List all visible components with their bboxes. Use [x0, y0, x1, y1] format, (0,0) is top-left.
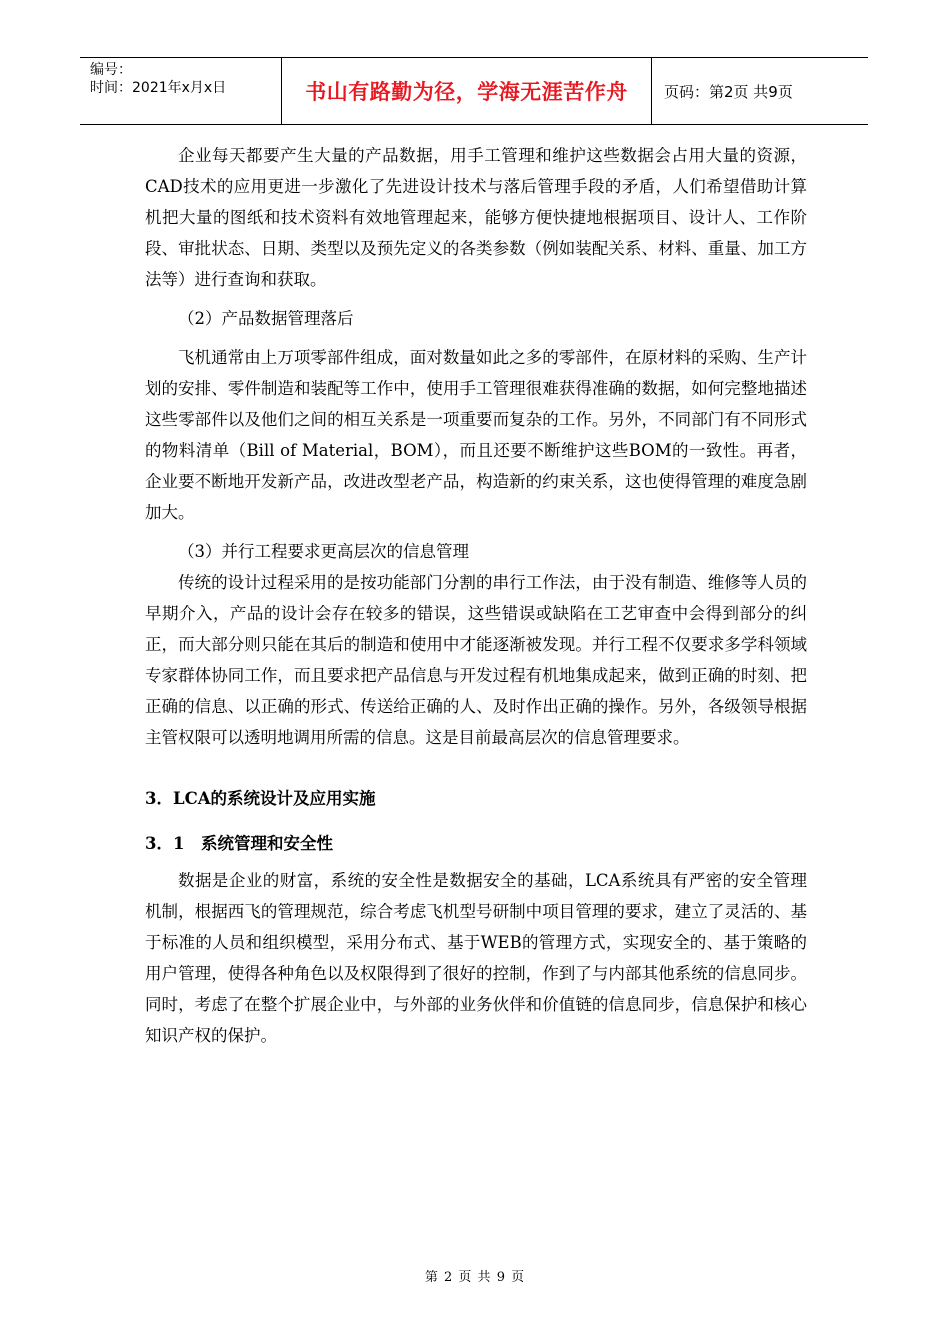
paragraph-serial-design: 传统的设计过程采用的是按功能部门分割的串行工作法，由于没有制造、维修等人员的早期介入，产品的设计会存在较多的错误，这些错误或缺陷在工艺审查中会得到部分的纠正，而大部分则只能在其后的制造和使用中才能逐渐被发现。并行工程不仅要求多学科领域专家群体协同工作，而且要求把产品信息与开发过程有机地集成起来，做到正确的时刻、把正确的信息、以正确的形式、传送给正确的人、及时作出正确的操作。另外，各级领导根据主管权限可以透明地调用所需的信息。这是目前最高层次的信息管理要求。: [145, 573, 807, 747]
section-heading-3-1: 3．1 系统管理和安全性: [145, 834, 333, 853]
subheading-concurrent-engineering: （3）并行工程要求更高层次的信息管理: [178, 542, 469, 561]
number-label: 编号：: [90, 62, 132, 78]
paragraph-security: 数据是企业的财富，系统的安全性是数据安全的基础，LCA系统具有严密的安全管理机制，根据西飞的管理规范，综合考虑飞机型号研制中项目管理的要求，建立了灵活的、基于标准的人员和组织模型，采用分布式、基于WEB的管理方式，实现安全的、基于策略的用户管理，使得各种角色以及权限得到了很好的控制，作到了与内部其他系统的信息同步。同时，考虑了在整个扩展企业中，与外部的业务伙伴和价值链的信息同步，信息保护和核心知识产权的保护。: [145, 871, 807, 1045]
document-body: [145, 140, 807, 1051]
time-label: 时间：2021年x月x日: [90, 80, 227, 96]
header-meta: [80, 58, 281, 124]
subheading-product-data: （2）产品数据管理落后: [178, 309, 354, 328]
section-heading-3: 3．LCA的系统设计及应用实施: [145, 789, 376, 808]
header-page-code: 页码：第2页 共9页: [664, 82, 793, 101]
paragraph-aircraft-parts: 飞机通常由上万项零部件组成，面对数量如此之多的零部件，在原材料的采购、生产计划的安排、零件制造和装配等工作中，使用手工管理很难获得准确的数据，如何完整地描述这些零部件以及他们之间的相互关系是一项重要而复杂的工作。另外，不同部门有不同形式的物料清单（Bill of Material，BOM），而且还要不断维护这些BOM的一致性。再者，企业要不断地开发新产品，改进改型老产品，构造新的约束关系，这也使得管理的难度急剧加大。: [145, 348, 807, 522]
page-header: [80, 57, 868, 125]
page-footer: 第 2 页 共 9 页: [424, 1270, 526, 1285]
header-motto: 书山有路勤为径，学海无涯苦作舟: [281, 58, 652, 124]
paragraph-data-volume: 企业每天都要产生大量的产品数据，用手工管理和维护这些数据会占用大量的资源，CAD技术的应用更进一步激化了先进设计技术与落后管理手段的矛盾，人们希望借助计算机把大量的图纸和技术资料有效地管理起来，能够方便快捷地根据项目、设计人、工作阶段、审批状态、日期、类型以及预先定义的各类参数（例如装配关系、材料、重量、加工方法等）进行查询和获取。: [145, 146, 807, 289]
